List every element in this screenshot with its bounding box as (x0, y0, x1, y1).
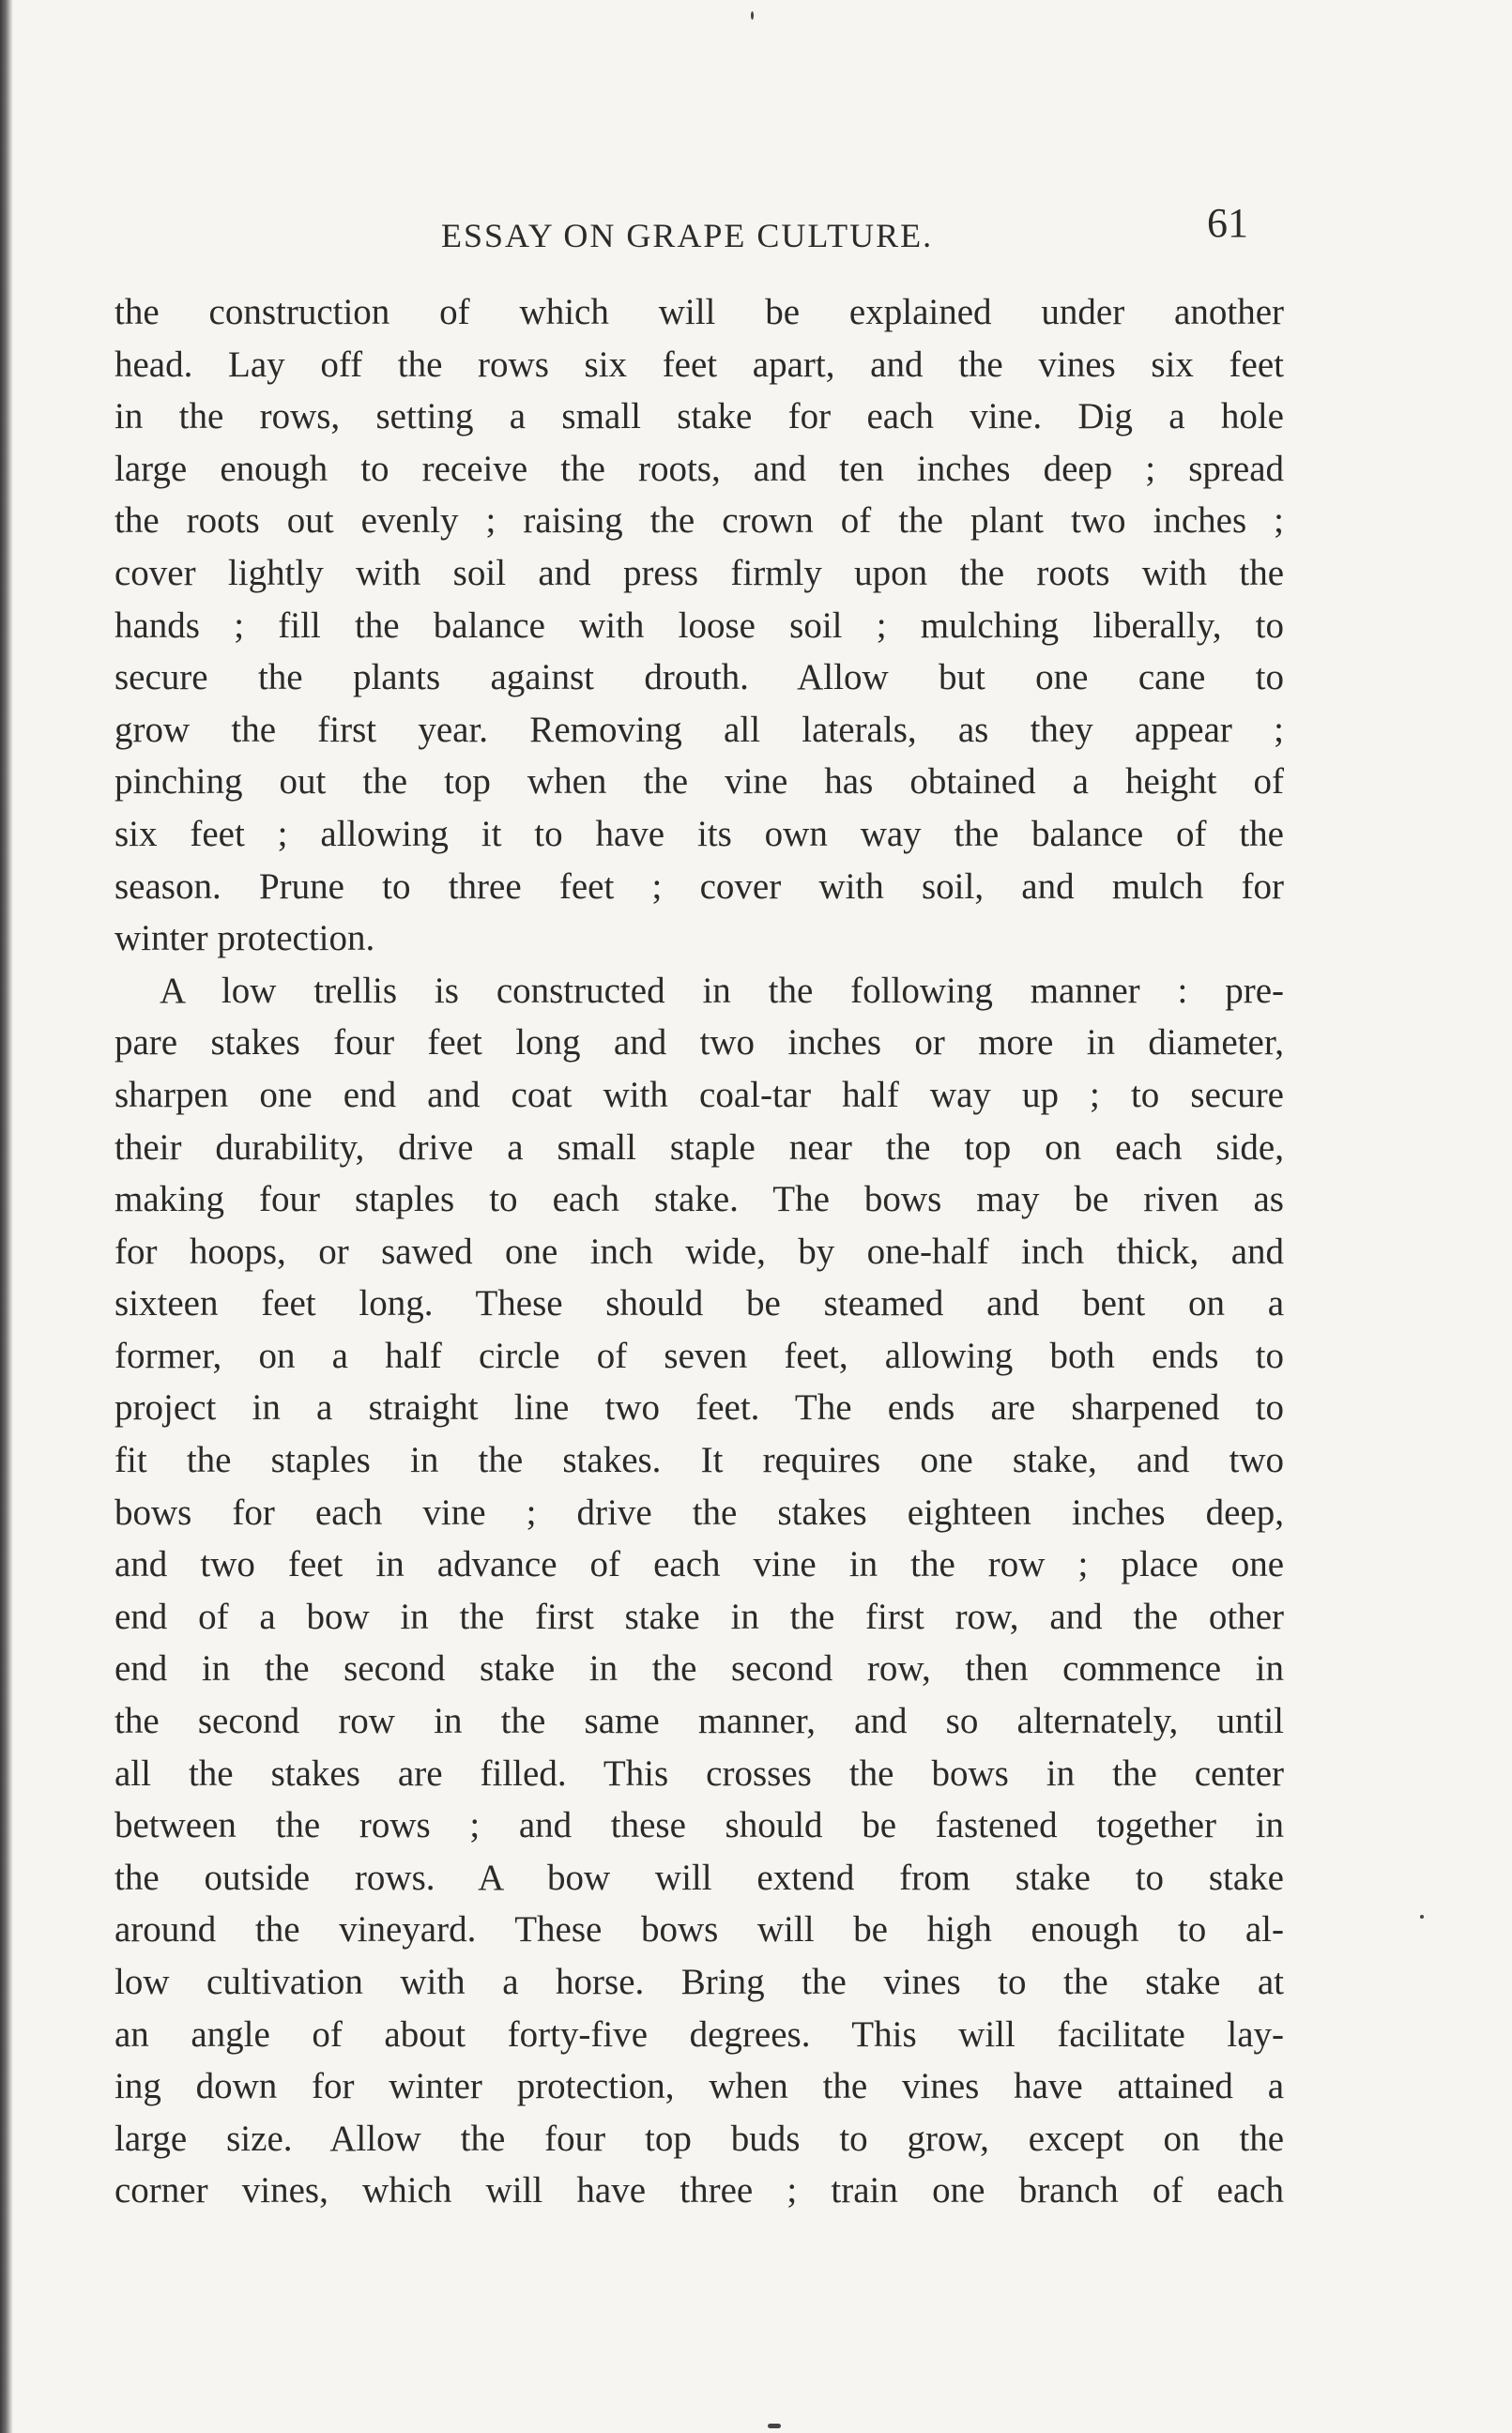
text-line: making four staples to each stake. The bows may be riven as (115, 1179, 1284, 1220)
text-line: ing down for winter protection, when the vines have attained a (115, 2066, 1284, 2107)
text-line: between the rows ; and these should be fastened together in (115, 1805, 1284, 1846)
scan-speck (751, 11, 754, 20)
text-line: in the rows, setting a small stake for each vine. Dig a hole (115, 396, 1284, 437)
text-line: corner vines, which will have three ; train one branch of each (115, 2170, 1284, 2211)
text-line: sharpen one end and coat with coal-tar half way up ; to secure (115, 1074, 1284, 1115)
scan-edge (0, 0, 13, 2433)
scan-speck (1420, 1915, 1424, 1919)
text-line: A low trellis is constructed in the following manner : pre- (160, 970, 1284, 1011)
text-line: fit the staples in the stakes. It requires one stake, and two (115, 1440, 1284, 1481)
text-line: large enough to receive the roots, and ten inches deep ; spread (115, 448, 1284, 489)
text-line: all the stakes are filled. This crosses the bows in the center (115, 1752, 1284, 1794)
text-line: six feet ; allowing it to have its own way the balance of the (115, 813, 1284, 854)
text-line: for hoops, or sawed one inch wide, by one-half inch thick, and (115, 1231, 1284, 1272)
text-line: their durability, drive a small staple near the top on each side, (115, 1126, 1284, 1168)
text-line: bows for each vine ; drive the stakes eighteen inches deep, (115, 1492, 1284, 1533)
page-number: 61 (1207, 200, 1248, 246)
text-line: head. Lay off the rows six feet apart, and the vines six feet (115, 344, 1284, 385)
body-text (115, 286, 1284, 2217)
text-line: large size. Allow the four top buds to grow, except on the (115, 2118, 1284, 2159)
text-line: season. Prune to three feet ; cover with soil, and mulch for (115, 865, 1284, 907)
text-line: around the vineyard. These bows will be high enough to al- (115, 1909, 1284, 1951)
text-line: sixteen feet long. These should be steamed and bent on a (115, 1283, 1284, 1324)
text-line: hands ; fill the balance with loose soil ; mulching liberally, to (115, 604, 1284, 646)
scan-speck (768, 2424, 781, 2428)
text-line: the roots out evenly ; raising the crown of the plant two inches ; (115, 500, 1284, 542)
text-line: cover lightly with soil and press firmly upon the roots with the (115, 552, 1284, 593)
text-line: the outside rows. A bow will extend from stake to stake (115, 1857, 1284, 1898)
running-head: ESSAY ON GRAPE CULTURE. (441, 217, 934, 254)
text-line: project in a straight line two feet. The ends are sharpened to (115, 1387, 1284, 1429)
text-line: end in the second stake in the second row, then commence in (115, 1648, 1284, 1690)
text-line: low cultivation with a horse. Bring the vines to the stake at (115, 1962, 1284, 2002)
text-line: secure the plants against drouth. Allow but one cane to (115, 657, 1284, 698)
text-line: and two feet in advance of each vine in the row ; place one (115, 1544, 1284, 1585)
text-line: pinching out the top when the vine has obtained a height of (115, 761, 1284, 803)
text-line: grow the first year. Removing all laterals, as they appear ; (115, 709, 1284, 750)
text-line: winter protection. (115, 918, 375, 959)
text-line: the construction of which will be explained under another (115, 292, 1284, 332)
text-line: the second row in the same manner, and so alternately, until (115, 1701, 1284, 1742)
text-line: pare stakes four feet long and two inches or more in diameter, (115, 1022, 1284, 1063)
text-line: end of a bow in the first stake in the first row, and the other (115, 1596, 1284, 1637)
page-header (122, 199, 1248, 255)
text-line: an angle of about forty-five degrees. This will facilitate lay- (115, 2013, 1284, 2055)
text-line: former, on a half circle of seven feet, allowing both ends to (115, 1335, 1284, 1376)
